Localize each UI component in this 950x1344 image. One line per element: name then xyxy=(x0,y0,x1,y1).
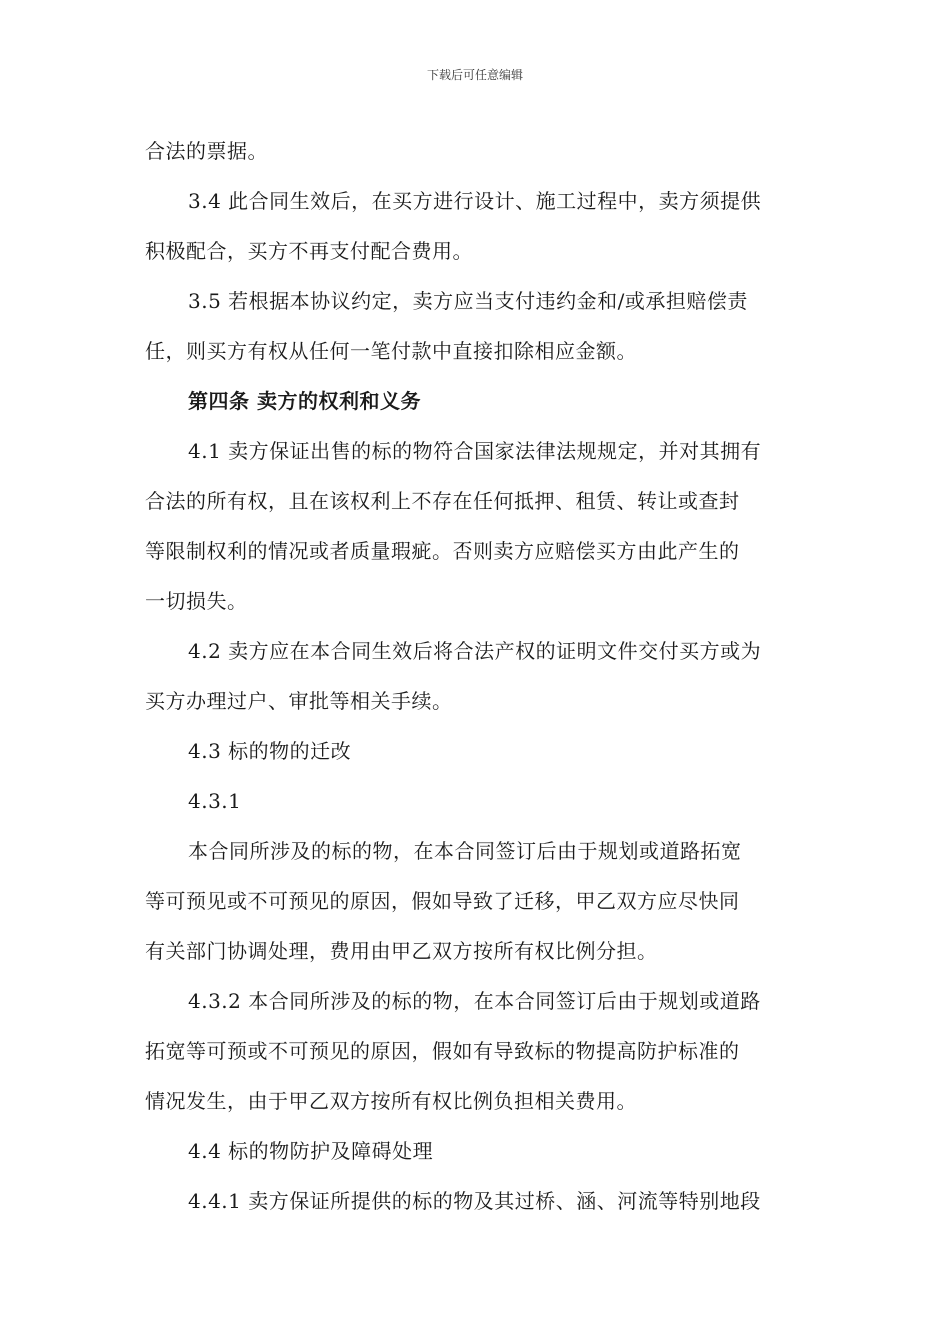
text-line: 4.3.2 本合同所涉及的标的物，在本合同签订后由于规划或道路 xyxy=(188,989,761,1013)
text-line: 4.2 卖方应在本合同生效后将合法产权的证明文件交付买方或为 xyxy=(188,639,762,663)
text-line: 4.3.1 xyxy=(188,789,242,813)
document-body xyxy=(145,131,805,1231)
text-line: 本合同所涉及的标的物，在本合同签订后由于规划或道路拓宽 xyxy=(188,839,742,863)
text-line: 3.5 若根据本协议约定，卖方应当支付违约金和/或承担赔偿责 xyxy=(188,289,748,313)
text-line: 合法的所有权，且在该权利上不存在任何抵押、租赁、转让或查封 xyxy=(145,489,740,513)
text-line: 等限制权利的情况或者质量瑕疵。否则卖方应赔偿买方由此产生的 xyxy=(145,539,740,563)
text-line: 积极配合，买方不再支付配合费用。 xyxy=(145,239,473,263)
text-line: 3.4 此合同生效后，在买方进行设计、施工过程中，卖方须提供 xyxy=(188,189,762,213)
text-line: 4.1 卖方保证出售的标的物符合国家法律法规规定，并对其拥有 xyxy=(188,439,762,463)
page-header: 下载后可任意编辑 xyxy=(426,68,523,82)
text-line: 合法的票据。 xyxy=(145,139,268,163)
text-line: 买方办理过户、审批等相关手续。 xyxy=(145,689,453,713)
text-line: 有关部门协调处理，费用由甲乙双方按所有权比例分担。 xyxy=(145,939,658,963)
text-line: 4.4.1 卖方保证所提供的标的物及其过桥、涵、河流等特别地段 xyxy=(188,1189,761,1213)
text-line: 一切损失。 xyxy=(145,589,248,613)
text-line: 4.4 标的物防护及障碍处理 xyxy=(188,1139,434,1163)
text-line: 4.3 标的物的迁改 xyxy=(188,739,352,763)
text-line: 拓宽等可预或不可预见的原因，假如有导致标的物提高防护标准的 xyxy=(145,1039,740,1063)
text-line: 等可预见或不可预见的原因，假如导致了迁移，甲乙双方应尽快同 xyxy=(145,889,740,913)
text-line: 任，则买方有权从任何一笔付款中直接扣除相应金额。 xyxy=(145,339,637,363)
text-line: 情况发生，由于甲乙双方按所有权比例负担相关费用。 xyxy=(145,1089,637,1113)
section-heading: 第四条 卖方的权利和义务 xyxy=(188,389,421,413)
